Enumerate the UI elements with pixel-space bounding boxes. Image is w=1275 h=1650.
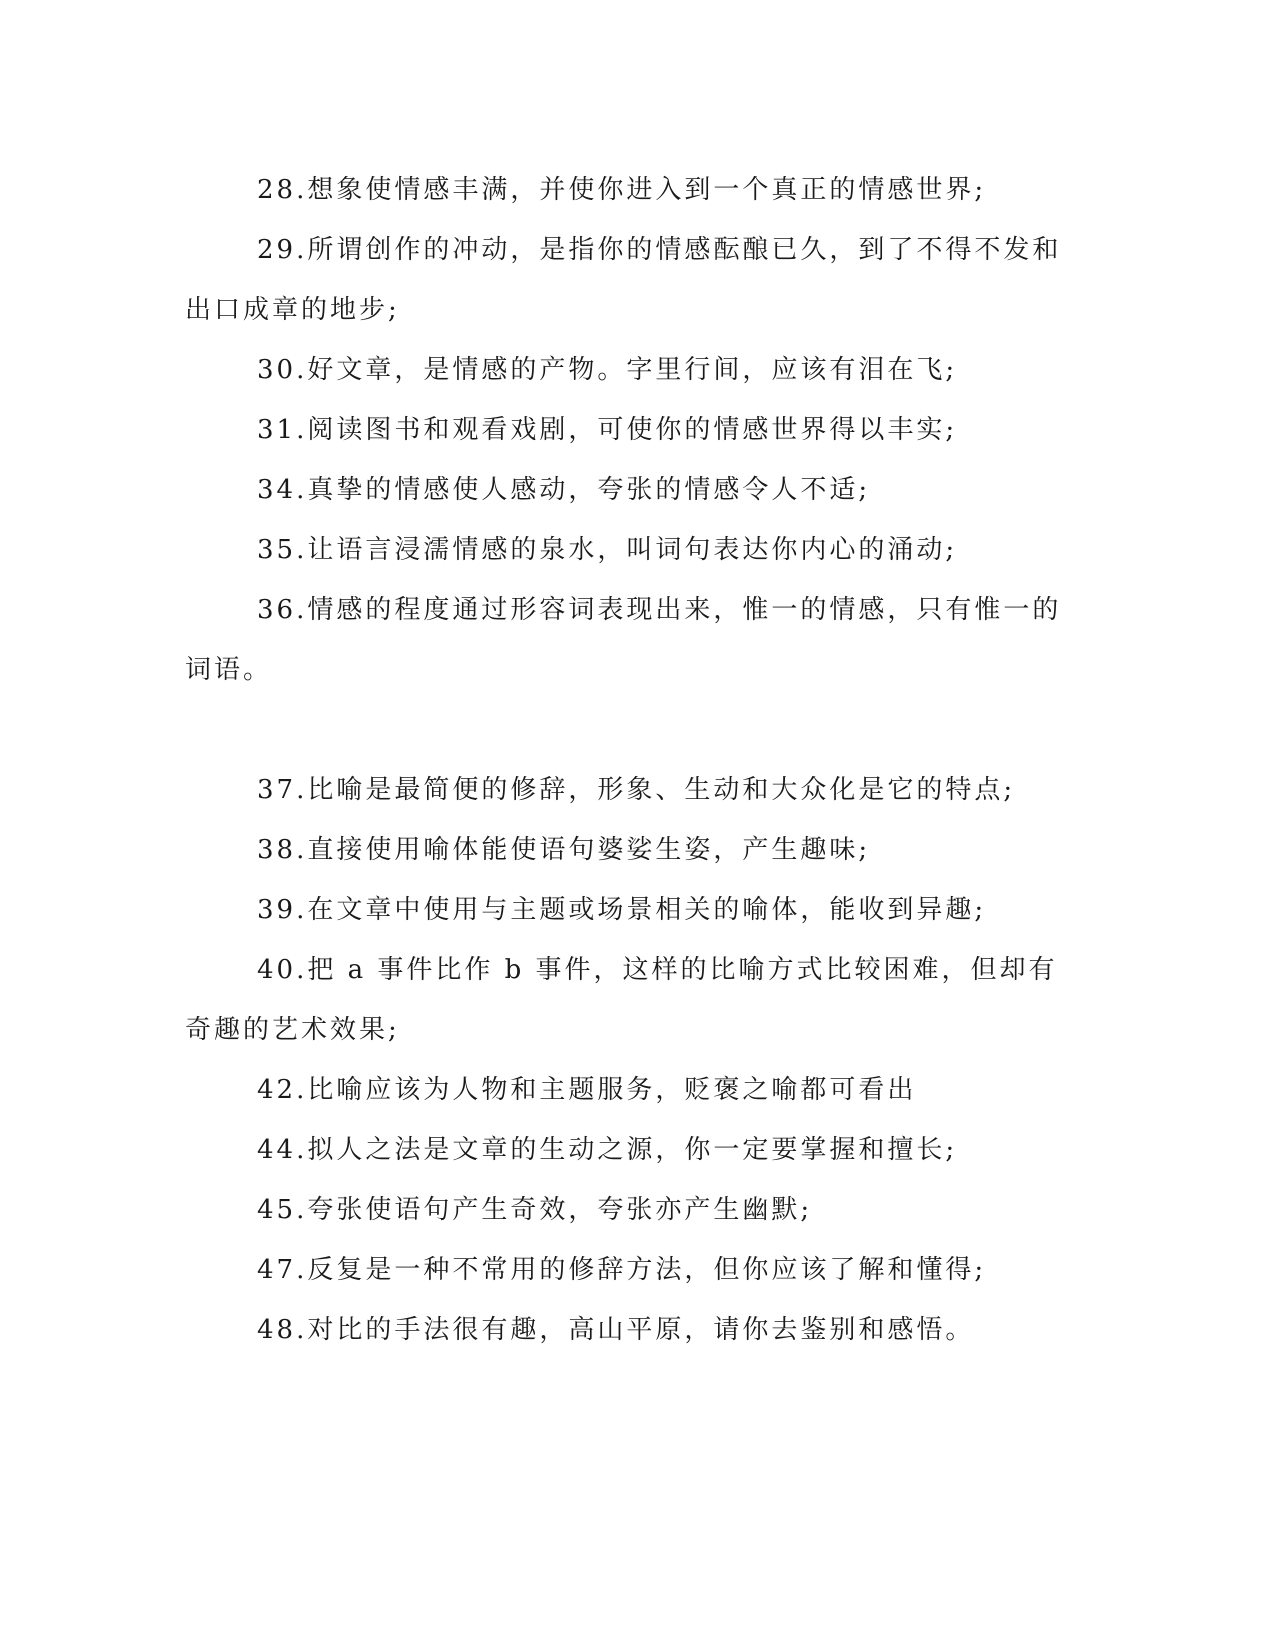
paragraph-45: 45.夸张使语句产生奇效，夸张亦产生幽默; bbox=[257, 1195, 813, 1225]
paragraph-37: 37.比喻是最简便的修辞，形象、生动和大众化是它的特点; bbox=[257, 775, 1016, 805]
paragraph-38: 38.直接使用喻体能使语句婆娑生姿，产生趣味; bbox=[257, 835, 871, 865]
paragraph-44: 44.拟人之法是文章的生动之源，你一定要掌握和擅长; bbox=[257, 1135, 958, 1165]
paragraph-48: 48.对比的手法很有趣，高山平原，请你去鉴别和感悟。 bbox=[257, 1315, 975, 1345]
paragraph-40: 40.把 a 事件比作 b 事件，这样的比喻方式比较困难，但却有奇趣的艺术效果; bbox=[185, 955, 1058, 1045]
paragraph-34: 34.真挚的情感使人感动，夸张的情感令人不适; bbox=[257, 475, 871, 505]
paragraph-36: 36.情感的程度通过形容词表现出来，惟一的情感，只有惟一的词语。 bbox=[185, 595, 1062, 685]
paragraph-29: 29.所谓创作的冲动，是指你的情感酝酿已久，到了不得不发和出口成章的地步; bbox=[185, 235, 1062, 325]
paragraph-39: 39.在文章中使用与主题或场景相关的喻体，能收到异趣; bbox=[257, 895, 987, 925]
paragraph-30: 30.好文章，是情感的产物。字里行间，应该有泪在飞; bbox=[257, 355, 958, 385]
document-body bbox=[185, 160, 1070, 1360]
paragraph-42: 42.比喻应该为人物和主题服务，贬褒之喻都可看出 bbox=[257, 1075, 917, 1105]
paragraph-28: 28.想象使情感丰满，并使你进入到一个真正的情感世界; bbox=[257, 175, 987, 205]
paragraph-35: 35.让语言浸濡情感的泉水，叫词句表达你内心的涌动; bbox=[257, 535, 958, 565]
section-gap bbox=[185, 700, 1070, 760]
paragraph-31: 31.阅读图书和观看戏剧，可使你的情感世界得以丰实; bbox=[257, 415, 958, 445]
paragraph-47: 47.反复是一种不常用的修辞方法，但你应该了解和懂得; bbox=[257, 1255, 987, 1285]
